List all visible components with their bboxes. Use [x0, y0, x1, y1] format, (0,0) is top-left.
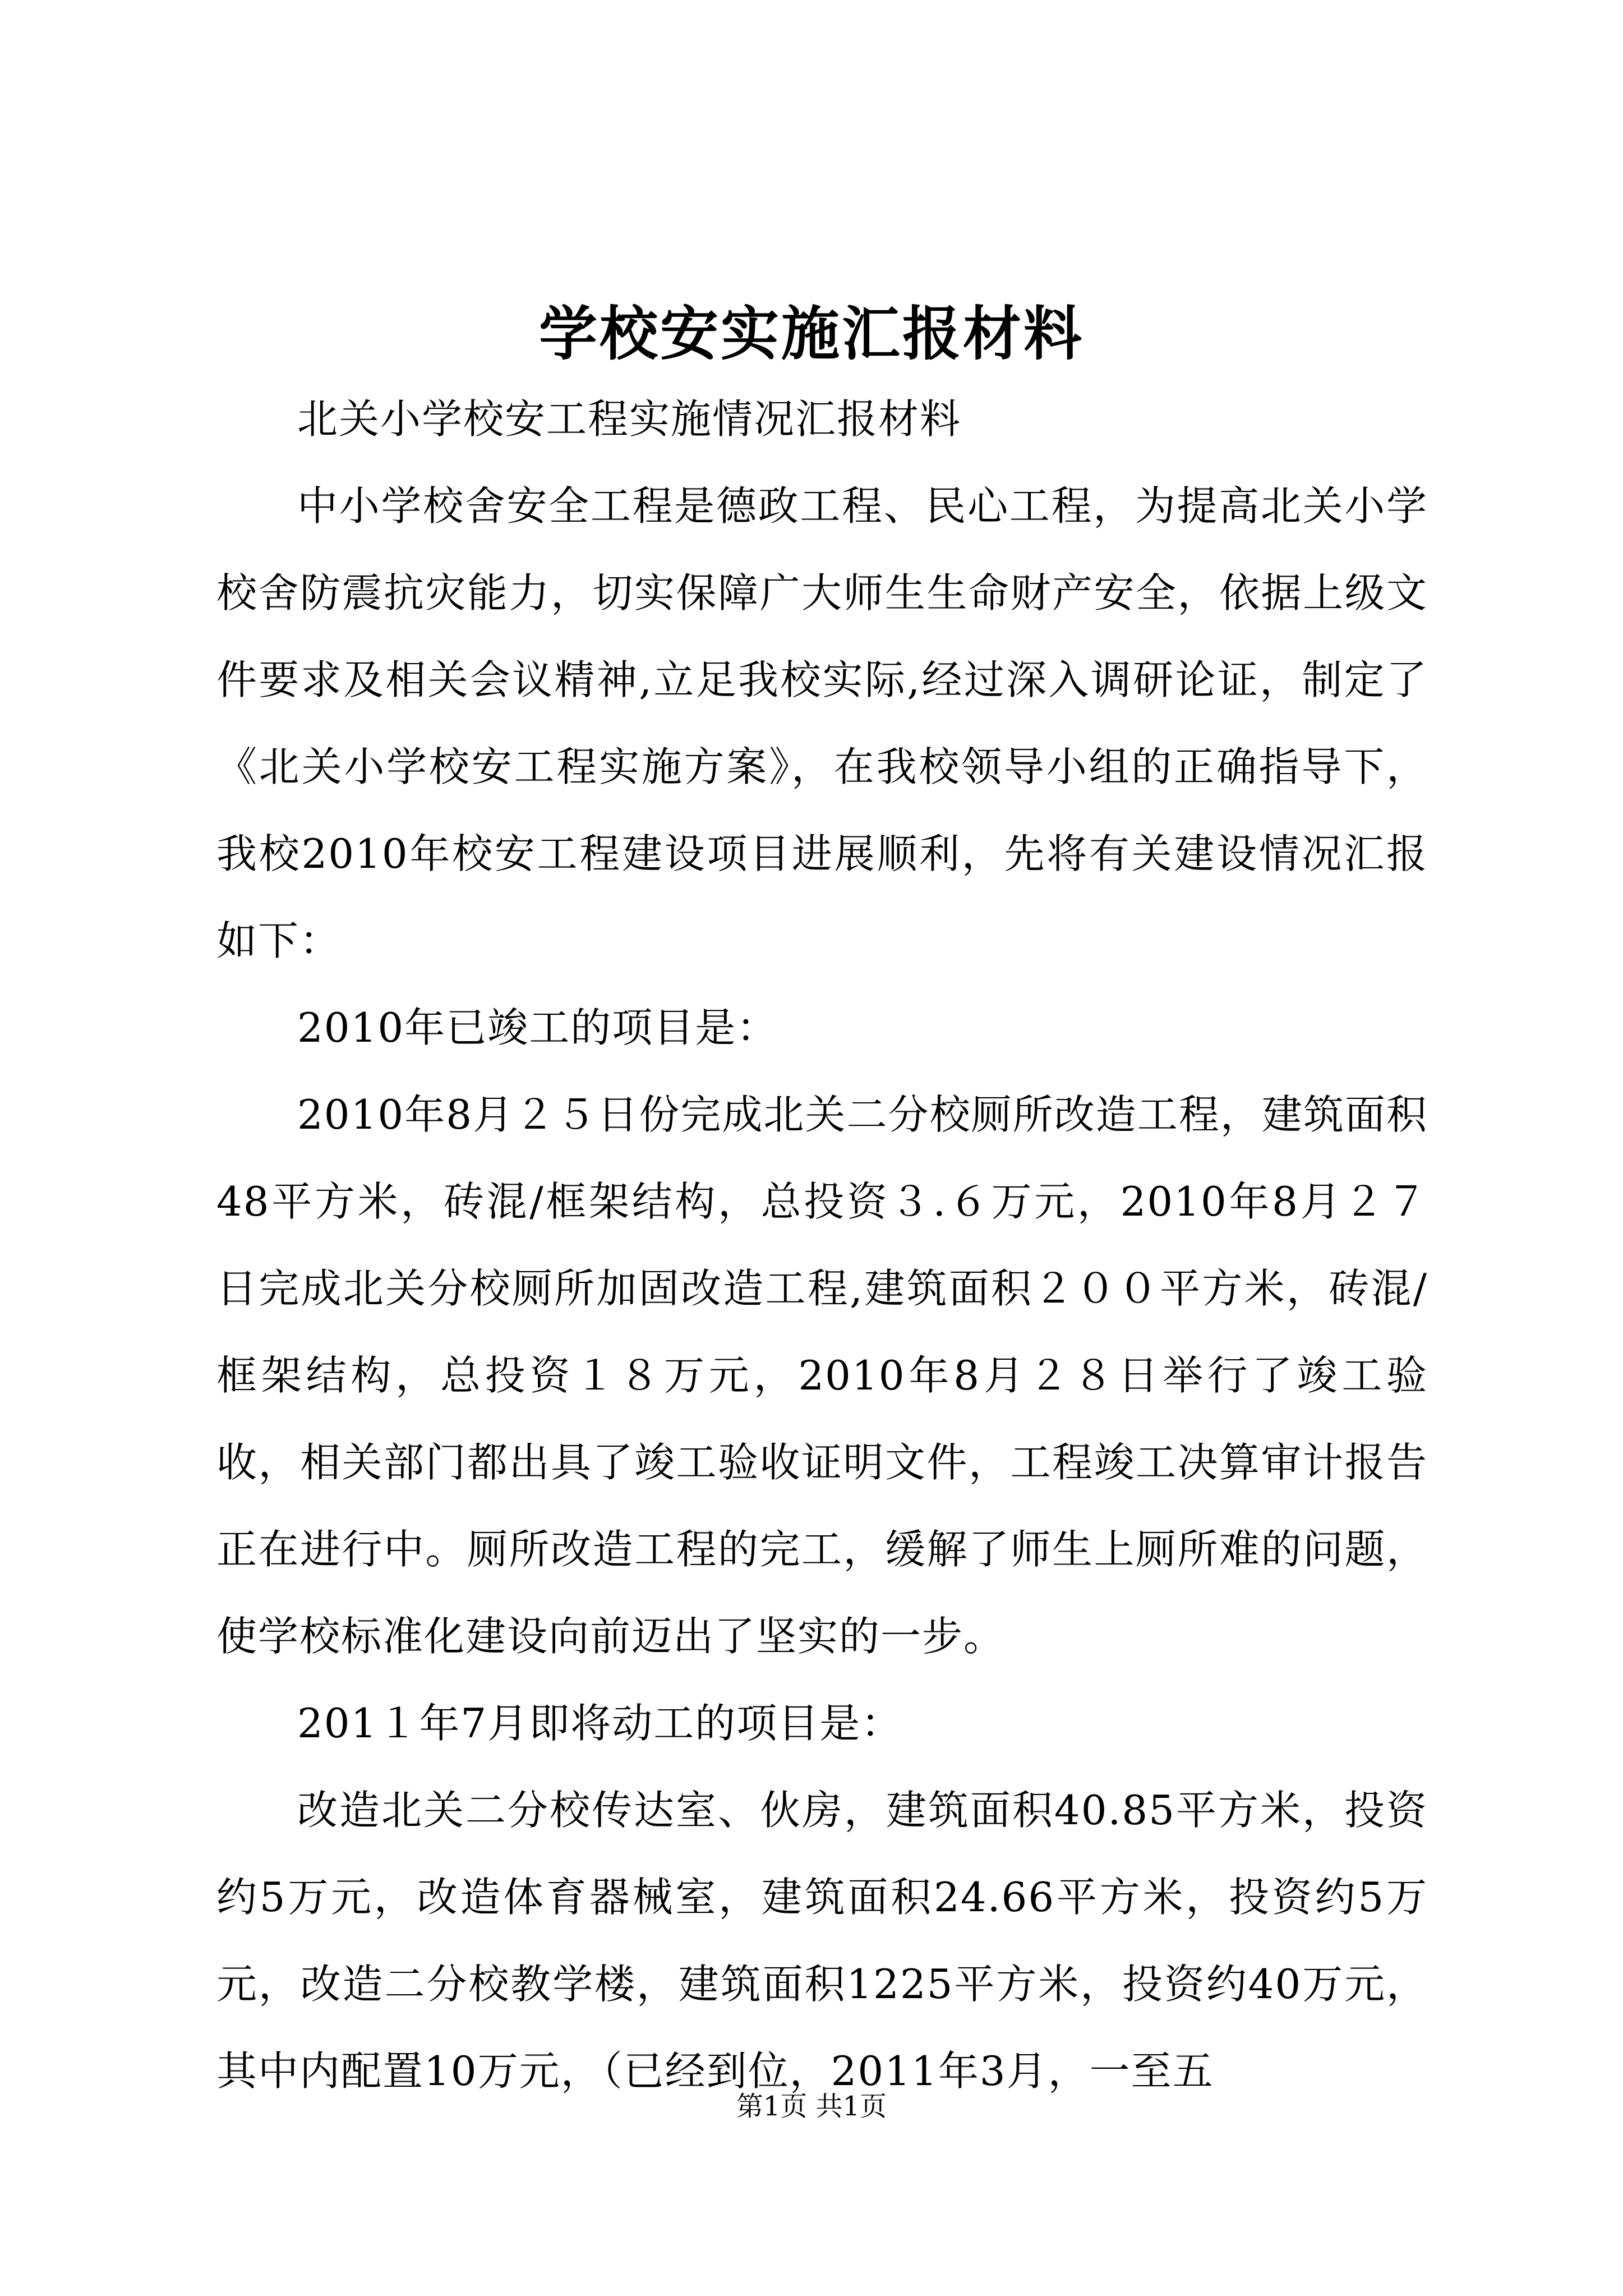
- paragraph-2010-heading: 2010年已竣工的项目是：: [297, 1004, 778, 1051]
- paragraph-intro: 中小学校舍安全工程是德政工程、民心工程，为提高北关小学校舍防震抗灾能力，切实保障广大师生生命财产安全，依据上级文件要求及相关会议精神,立足我校实际,经过深入调研论证，制定了《北关小学校安工程实施方案》，在我校领导小组的正确指导下，我校2010年校安工程建设项目进展顺利，先将有关建设情况汇报如下：: [216, 482, 1428, 964]
- paragraph-2010-details: 2010年8月２５日份完成北关二分校厕所改造工程，建筑面积48平方米，砖混/框架结构，总投资３.６万元，2010年8月２７日完成北关分校厕所加固改造工程,建筑面积２００平方米，砖混/框架结构，总投资１８万元，2010年8月２８日举行了竣工验收，相关部门都出具了竣工验收证明文件，工程竣工决算审计报告正在进行中。厕所改造工程的完工，缓解了师生上厕所难的问题，使学校标准化建设向前迈出了坚实的一步。: [216, 1091, 1428, 1660]
- paragraph-subtitle: 北关小学校安工程实施情况汇报材料: [297, 395, 962, 443]
- document-title: 学校安实施汇报材料: [538, 299, 1084, 368]
- document-body: [216, 376, 1428, 2115]
- page-footer: 第1页 共1页: [736, 2091, 887, 2122]
- paragraph-2011-heading: 201１年7月即将动工的项目是：: [297, 1700, 903, 1747]
- paragraph-2011-details: 改造北关二分校传达室、伙房，建筑面积40.85平方米，投资约5万元，改造体育器械室，建筑面积24.66平方米，投资约5万元，改造二分校教学楼，建筑面积1225平方米，投资约40万元，其中内配置10万元，（已经到位，2011年3月，一至五: [216, 1787, 1428, 2095]
